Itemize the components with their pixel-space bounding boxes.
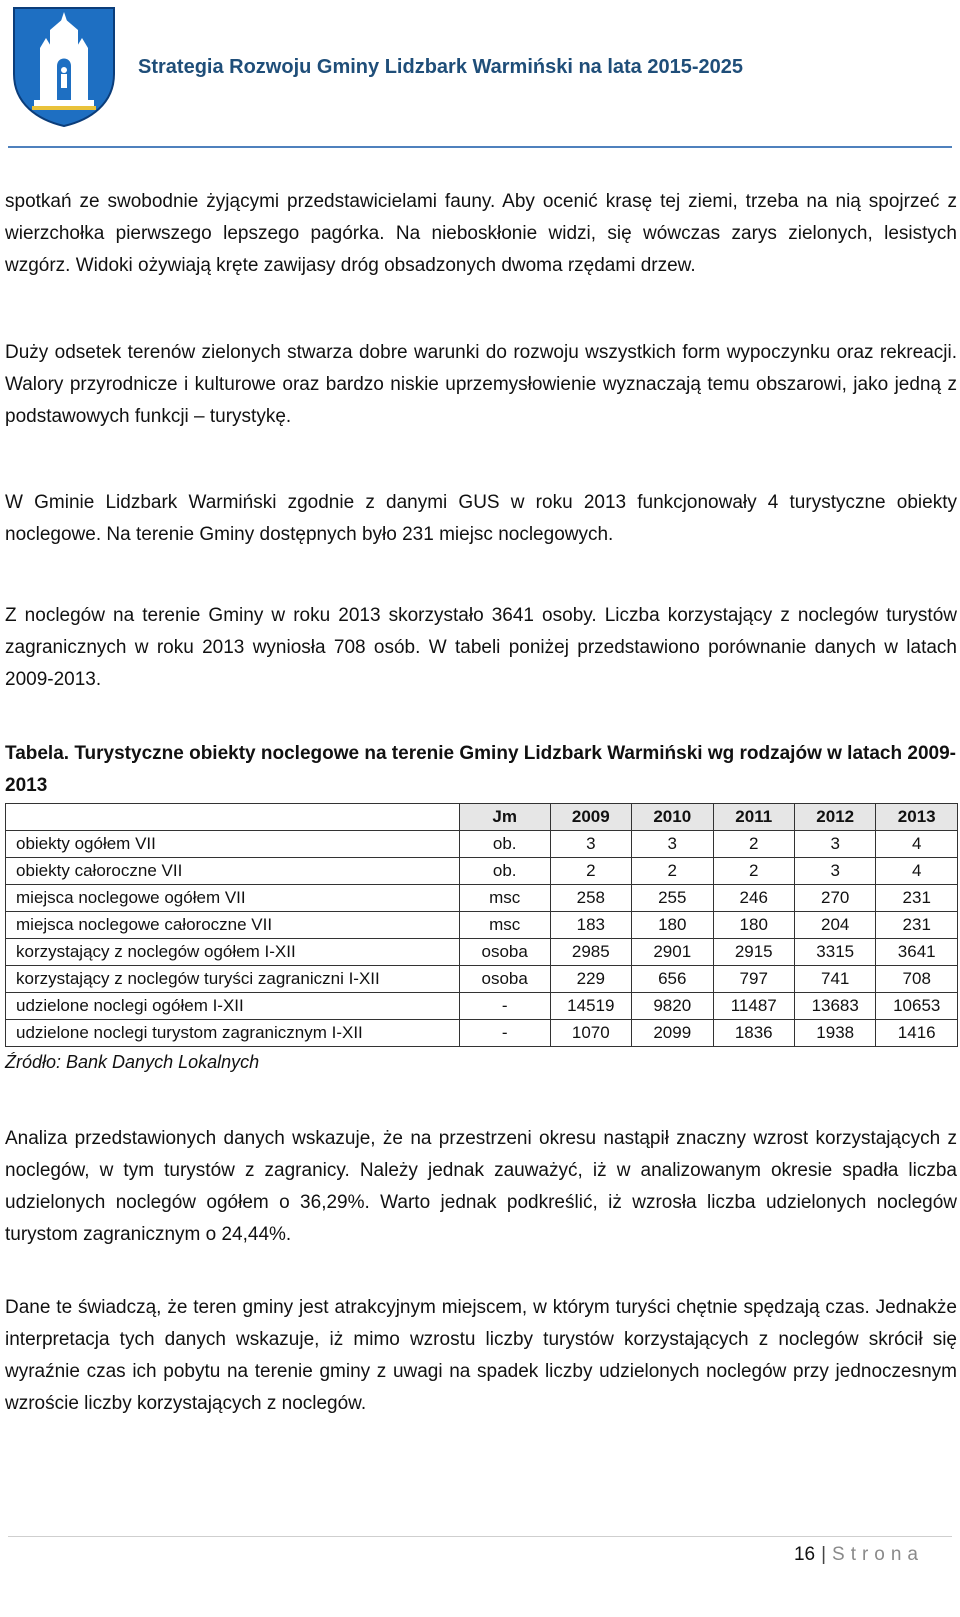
table-cell: 1416 [876,1020,958,1047]
table-cell: 231 [876,885,958,912]
table-cell: 3 [794,858,875,885]
table-cell: - [459,1020,550,1047]
table-header-cell: 2009 [550,804,631,831]
table-cell: 9820 [632,993,713,1020]
page-number: 16 [793,1544,816,1565]
table-cell: 2915 [713,939,794,966]
table-cell: 183 [550,912,631,939]
table-cell: 13683 [794,993,875,1020]
table-row-label: udzielone noclegi ogółem I-XII [6,993,460,1020]
table-header-cell: 2013 [876,804,958,831]
table-row [6,1020,958,1047]
table-cell: 1070 [550,1020,631,1047]
table-cell: 180 [632,912,713,939]
table-row [6,831,958,858]
table-cell: 741 [794,966,875,993]
table-row-label: korzystający z noclegów ogółem I-XII [6,939,460,966]
table-caption [5,738,957,802]
table-row-label: miejsca noclegowe całoroczne VII [6,912,460,939]
table-row [6,966,958,993]
table-row [6,858,958,885]
table-cell: ob. [459,858,550,885]
table-header-cell: Jm [459,804,550,831]
table-cell: 2901 [632,939,713,966]
table-cell: 14519 [550,993,631,1020]
table-row [6,939,958,966]
table-header-cell: 2012 [794,804,875,831]
table-cell: 4 [876,858,958,885]
table-row [6,993,958,1020]
table-row-label: udzielone noclegi turystom zagranicznym I-XII [6,1020,460,1047]
table-cell: - [459,993,550,1020]
table-cell: 246 [713,885,794,912]
table-caption-text: Turystyczne obiekty noclegowe na terenie Gminy Lidzbark Warmiński wg rodzajów w latach 2009-2013 [5,743,956,796]
document-title: Strategia Rozwoju Gminy Lidzbark Warmiński na lata 2015-2025 [138,56,744,78]
table-cell: 270 [794,885,875,912]
coat-of-arms-icon [10,4,118,128]
paragraph-fauna: spotkań ze swobodnie żyjącymi przedstawicielami fauny. Aby ocenić krasę tej ziemi, trzeba na nią spojrzeć z wierzchołka pierwszego lepszego pagórka. Na nieboskłonie widzi, się wówczas zarys zielonych, lesistych wzgórz. Widoki ożywiają kręte zawijasy dróg obsadzonych dwoma rzędami drzew. [5,191,957,276]
footer-divider [8,1536,952,1537]
table-cell: 3 [794,831,875,858]
table-body [6,831,958,1047]
paragraph-lodging-users: Z noclegów na terenie Gminy w roku 2013 skorzystało 3641 osoby. Liczba korzystający z noclegów turystów zagranicznych w roku 2013 wyniosła 708 osób. W tabeli poniżej przedstawiono porównanie danych w latach 2009-2013. [5,605,957,690]
paragraph-lodging-facilities: W Gminie Lidzbark Warmiński zgodnie z danymi GUS w roku 2013 funkcjonowały 4 turystyczne obiekty noclegowe. Na terenie Gminy dostępnych było 231 miejsc noclegowych. [5,492,957,545]
table-caption-lead: Tabela. [5,743,70,764]
table-header-cell: 2010 [632,804,713,831]
table-cell: 2 [713,858,794,885]
table-cell: 231 [876,912,958,939]
table-cell: osoba [459,939,550,966]
table-cell: 3315 [794,939,875,966]
table-cell: 258 [550,885,631,912]
lodging-table [5,803,958,1047]
table-header-blank [6,804,460,831]
table-cell: msc [459,912,550,939]
paragraph-green-areas: Duży odsetek terenów zielonych stwarza dobre warunki do rozwoju wszystkich form wypoczynku oraz rekreacji. Walory przyrodnicze i kulturowe oraz bardzo niskie uprzemysłowienie wyznaczają temu obszarowi, jako jedną z podstawowych funkcji – turystykę. [5,342,957,427]
table-cell: 10653 [876,993,958,1020]
paragraph-conclusion: Dane te świadczą, że teren gminy jest atrakcyjnym miejscem, w którym turyści chętnie spędzają czas. Jednakże interpretacja tych danych wskazuje, iż mimo wzrostu liczby turystów korzystających z noclegów skrócił się wyraźnie czas ich pobytu na terenie gminy z uwagi na spadek liczby udzielonych noclegów przy jednoczesnym wzroście liczby korzystających z noclegów. [5,1297,957,1414]
table-row-label: obiekty ogółem VII [6,831,460,858]
table-cell: 708 [876,966,958,993]
paragraph-analysis: Analiza przedstawionych danych wskazuje, że na przestrzeni okresu nastąpił znaczny wzrost korzystających z noclegów, w tym turystów z zagranicy. Należy jednak zauważyć, iż w analizowanym okresie spadła liczba udzielonych noclegów ogółem o 36,29%. Warto jednak podkreślić, iż wzrosła liczba udzielonych noclegów turystom zagranicznym o 24,44%. [5,1128,957,1245]
table-cell: 1836 [713,1020,794,1047]
page-word: Strona [832,1544,924,1565]
footer-separator: | [821,1544,827,1565]
table-row [6,912,958,939]
table-cell: 204 [794,912,875,939]
table-row-label: obiekty całoroczne VII [6,858,460,885]
table-header-row [6,804,958,831]
table-cell: 4 [876,831,958,858]
table-cell: 11487 [713,993,794,1020]
table-cell: 255 [632,885,713,912]
table-cell: 3 [550,831,631,858]
table-row-label: miejsca noclegowe ogółem VII [6,885,460,912]
table-cell: 1938 [794,1020,875,1047]
table-cell: 2 [550,858,631,885]
table-cell: 2985 [550,939,631,966]
table-cell: 3 [632,831,713,858]
page-footer [794,1544,924,1566]
table-cell: ob. [459,831,550,858]
table-cell: 656 [632,966,713,993]
table-row [6,885,958,912]
table-cell: 180 [713,912,794,939]
table-cell: 2099 [632,1020,713,1047]
table-cell: 229 [550,966,631,993]
table-cell: 2 [632,858,713,885]
table-source: Źródło: Bank Danych Lokalnych [5,1052,260,1072]
table-cell: osoba [459,966,550,993]
page-header [0,0,960,150]
table-cell: 3641 [876,939,958,966]
table-cell: 2 [713,831,794,858]
header-divider [8,146,952,148]
table-row-label: korzystający z noclegów turyści zagraniczni I-XII [6,966,460,993]
table-cell: 797 [713,966,794,993]
table-cell: msc [459,885,550,912]
table-header-cell: 2011 [713,804,794,831]
